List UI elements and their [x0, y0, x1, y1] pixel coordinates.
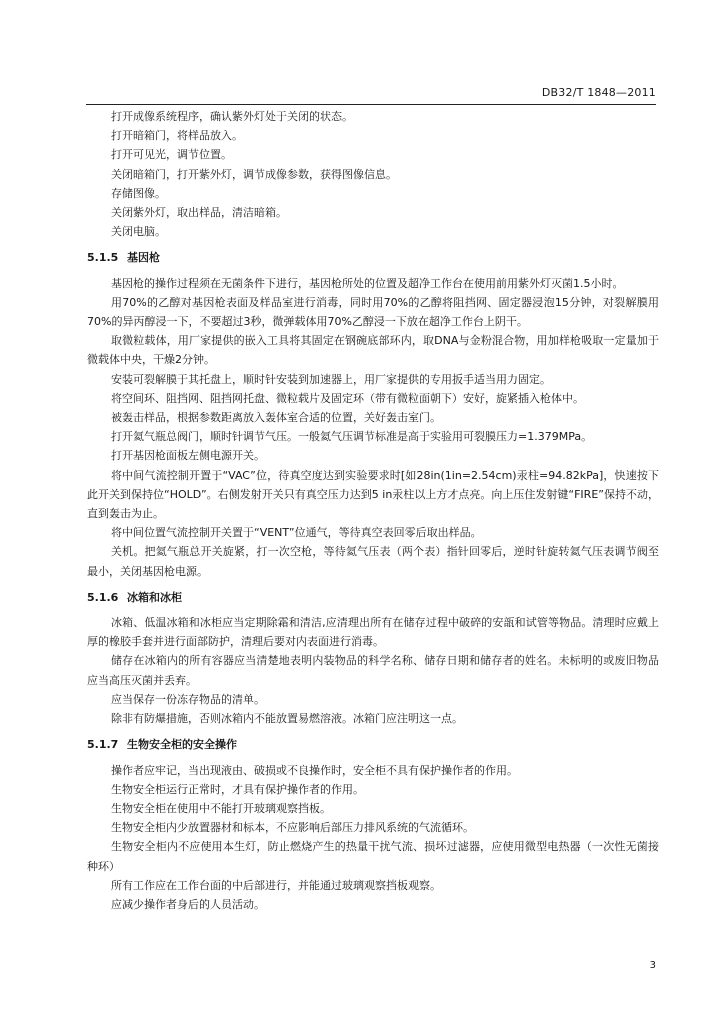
- document-body: [87, 107, 659, 914]
- list-item: 打开暗箱门，将样品放入。: [111, 129, 243, 143]
- imaging-steps: [87, 107, 659, 241]
- paragraph: 操作者应牢记，当出现液由、破损或不良操作时，安全柜不具有保护操作者的作用。: [111, 763, 518, 777]
- paragraph: 所有工作应在工作台面的中后部进行，并能通过玻璃观察挡板观察。: [111, 878, 441, 892]
- list-item: 打开成像系统程序，确认紫外灯处于关闭的状态。: [111, 110, 353, 123]
- paragraph: 打开氦气瓶总阀门，顺时针调节气压。一般氦气压调节标准是高于实验用可裂膜压力=1.379MPa。: [111, 430, 593, 444]
- paragraph: 冰箱、低温冰箱和冰柜应当定期除霜和清洁,应清理出所有在储存过程中破碎的安瓿和试管等物品。清理时应戴上厚的橡胶手套并进行面部防护，清理后要对内表面进行消毒。: [87, 616, 659, 649]
- list-item: 关闭紫外灯，取出样品，清洁暗箱。: [111, 206, 287, 220]
- section-number: 5.1.7: [87, 738, 119, 752]
- paragraph: 生物安全柜内少放置器材和标本，不应影响后部压力排风系统的气流循环。: [111, 821, 474, 835]
- section-title: 生物安全柜的安全操作: [127, 738, 237, 752]
- section-heading-5-1-5: [87, 248, 659, 267]
- paragraph: 应当保存一份冻存物品的清单。: [111, 692, 265, 706]
- list-item: 关闭暗箱门，打开紫外灯，调节成像参数，获得图像信息。: [111, 167, 397, 181]
- paragraph: 被轰击样品，根据参数距离放入轰体室合适的位置，关好轰击室门。: [111, 411, 441, 425]
- section-title: 基因枪: [127, 251, 160, 265]
- paragraph: 将中间气流控制开置于“VAC”位，待真空度达到实验要求时[如28in(1in=2.54cm)汞柱=94.82kPa]，快速按下此开关到保持位“HOLD”。右侧发射开关只有真空压力达到5 in汞柱以上方才点亮。向上压住发射键“FIRE”保持不动，直到轰击为止。: [87, 468, 659, 521]
- paragraph: 基因枪的操作过程须在无菌条件下进行，基因枪所处的位置及超净工作台在使用前用紫外灯灭菌1.5小时。: [111, 276, 624, 290]
- document-code: DB32/T 1848—2011: [541, 86, 656, 99]
- list-item: 关闭电脑。: [111, 225, 166, 239]
- paragraph: 应减少操作者身后的人员活动。: [111, 897, 265, 911]
- list-item: 打开可见光，调节位置。: [111, 148, 232, 162]
- paragraph: 安装可裂解膜于其托盘上，顺时针安装到加速器上，用厂家提供的专用扳手适当用力固定。: [111, 372, 551, 386]
- section-heading-5-1-6: [87, 588, 659, 607]
- paragraph: 关机。把氦气瓶总开关旋紧，打一次空枪，等待氦气压表（两个表）指针回零后，逆时针旋转氦气压表调节阀至最小，关闭基因枪电源。: [87, 545, 659, 578]
- paragraph: 将中间位置气流控制开关置于“VENT”位通气，等待真空表回零后取出样品。: [111, 526, 482, 540]
- paragraph: 生物安全柜运行正常时，才具有保护操作者的作用。: [111, 782, 364, 796]
- paragraph: 储存在冰箱内的所有容器应当清楚地表明内装物品的科学名称、储存日期和储存者的姓名。未标明的或废旧物品应当高压灭菌并丢弃。: [87, 654, 659, 687]
- section-title: 冰箱和冰柜: [127, 590, 182, 604]
- header-rule: [86, 104, 656, 105]
- paragraph: 除非有防爆措施，否则冰箱内不能放置易燃溶液。冰箱门应注明这一点。: [111, 712, 463, 726]
- paragraph: 取微粒载体，用厂家提供的嵌入工具将其固定在钢碗底部环内，取DNA与金粉混合物，用加样枪吸取一定量加于微载体中央，干燥2分钟。: [87, 334, 659, 367]
- paragraph: 生物安全柜在使用中不能打开玻璃观察挡板。: [111, 801, 331, 815]
- paragraph: 打开基因枪面板左侧电源开关。: [111, 449, 265, 463]
- page-number: 3: [649, 960, 656, 971]
- list-item: 存储图像。: [111, 186, 166, 200]
- paragraph: 生物安全柜内不应使用本生灯，防止燃烧产生的热量干扰气流、损坏过滤器，应使用微型电热器（一次性无菌接种环）: [87, 840, 659, 873]
- section-number: 5.1.5: [87, 251, 119, 265]
- section-number: 5.1.6: [87, 590, 119, 604]
- paragraph: 将空间环、阻挡网、阻挡网托盘、微粒载片及固定环（带有微粒面朝下）安好，旋紧插入枪体中。: [111, 391, 584, 405]
- paragraph: 用70%的乙醇对基因枪表面及样品室进行消毒，同时用70%的乙醇将阻挡网、固定器浸泡15分钟，对裂解膜用70%的异丙醇浸一下，不要超过3秒，微弹载体用70%乙醇浸一下放在超净工作台上阴干。: [87, 295, 659, 329]
- section-heading-5-1-7: [87, 735, 659, 754]
